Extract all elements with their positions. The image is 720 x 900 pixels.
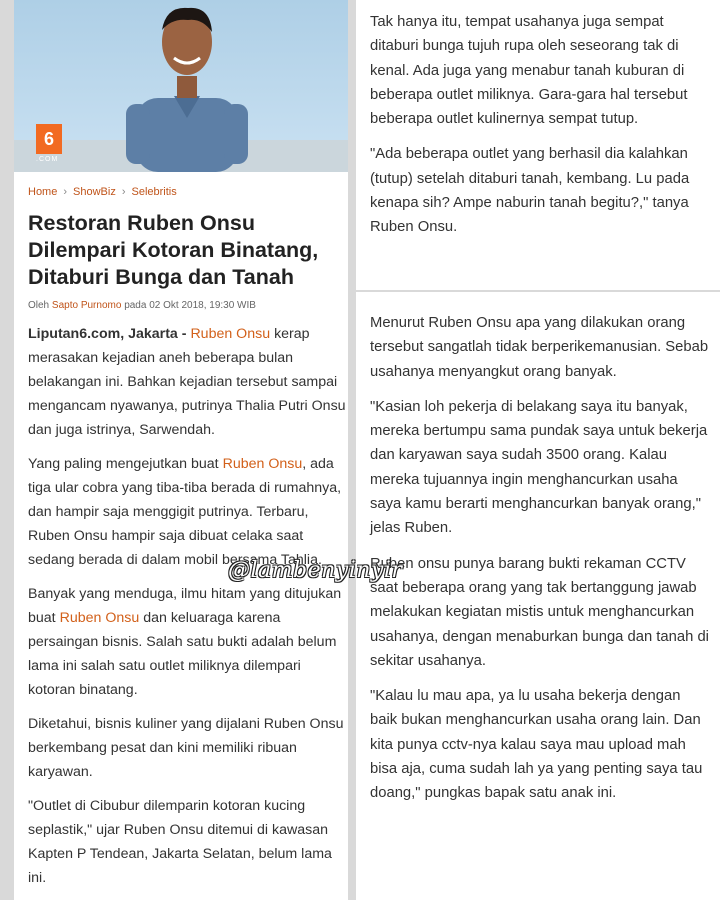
paragraph-9: "Kasian loh pekerja di belakang saya itu banyak, mereka bertumpu sama pundak saya untuk bekerja dan karyawan saya sudah 3500 orang. Kalau mereka tujuannya ingin menghancurkan usaha saya kamu berarti menghancurkan banyak orang," jelas Ruben.	[370, 398, 708, 537]
article-byline	[28, 300, 256, 311]
article-photo	[14, 0, 348, 172]
paragraph-7: "Ada beberapa outlet yang berhasil dia kalahkan (tutup) setelah ditaburi tanah, kembang. Lu pada kenapa sih? Ampe naburin tanah begitu?," tanya Ruben Onsu.	[370, 146, 690, 236]
breadcrumb-showbiz[interactable]: ShowBiz	[73, 186, 116, 198]
article-body-right-top	[370, 10, 710, 251]
paragraph-5: "Outlet di Cibubur dilemparin kotoran kucing seplastik," ujar Ruben Onsu ditemui di kawasan Kapten P Tendean, Jakarta Selatan, belum lama ini.	[28, 798, 332, 886]
breadcrumb-home[interactable]: Home	[28, 186, 58, 198]
chevron-right-icon: ›	[121, 186, 126, 198]
breadcrumb-selebritis[interactable]: Selebritis	[131, 186, 177, 198]
breadcrumb	[28, 186, 177, 198]
paragraph-11: "Kalau lu mau apa, ya lu usaha bekerja dengan baik bukan menghancurkan usaha orang lain. Dan kita punya cctv-nya kalau saya mau upload mah bisa aja, cuma sudah lah ya yang penting saya tau doang," pungkas bapak satu anak ini.	[370, 688, 703, 802]
paragraph-8: Menurut Ruben Onsu apa yang dilakukan orang tersebut sangatlah tidak berperikemanusian. Sebab usahanya menyangkut orang banyak.	[370, 315, 709, 380]
paragraph-text: kerap merasakan kejadian aneh beberapa bulan belakangan ini. Bahkan kejadian tersebut sampai mengancam nyawanya, putrinya Thalia Putri Onsu dan juga istrinya, Sarwendah.	[28, 326, 346, 438]
paragraph-text: , ada tiga ular cobra yang tiba-tiba berada di rumahnya, dan hampir saja menggigit putrinya. Terbaru, Ruben Onsu hampir saja dibuat celaka saat sedang berada di dalam mobil bersama Tahlia.	[28, 456, 342, 568]
paragraph-3	[28, 582, 346, 702]
article-body-right-bottom	[370, 311, 710, 817]
chevron-right-icon: ›	[63, 186, 68, 198]
liputan6-logo: 6	[36, 124, 62, 154]
article-right-top	[356, 0, 720, 290]
paragraph-text: Banyak yang menduga, ilmu hitam yang ditujukan buat	[28, 586, 342, 626]
article-left-column	[14, 0, 348, 900]
source-label: Liputan6.com, Jakarta -	[28, 326, 187, 342]
paragraph-4: Diketahui, bisnis kuliner yang dijalani Ruben Onsu berkembang pesat dan kini memiliki ribuan karyawan.	[28, 716, 344, 780]
author-link[interactable]: Sapto Purnomo	[51, 300, 122, 311]
paragraph-6: Tak hanya itu, tempat usahanya juga sempat ditaburi bunga tujuh rupa oleh seseorang tak di kenal. Ada juga yang menabur tanah kuburan di beberapa outlet miliknya. Gara-gara hal tersebut beberapa outlet kulinernya sempat tutup.	[370, 14, 688, 128]
liputan6-logo-suffix: .COM	[36, 156, 59, 163]
paragraph-1	[28, 322, 346, 442]
paragraph-text: dan keluaraga karena persaingan bisnis. Salah satu bukti adalah belum lama ini salah satu outlet miliknya dilempari kotoran binatang.	[28, 610, 337, 698]
paragraph-2	[28, 452, 346, 572]
person-photo	[122, 0, 252, 172]
paragraph-10: Ruben onsu punya barang bukti rekaman CCTV saat beberapa orang yang tak bertanggung jawab melakukan kegiatan mistis untuk menghancurkan usahanya, dengan menaburkan bunga dan tanah di sekitar usahanya.	[370, 555, 709, 669]
article-body-left	[28, 322, 346, 900]
ruben-onsu-link[interactable]: Ruben Onsu	[59, 610, 140, 626]
ruben-onsu-link[interactable]: Ruben Onsu	[190, 326, 271, 342]
ruben-onsu-link[interactable]: Ruben Onsu	[222, 456, 303, 472]
article-right-bottom	[356, 292, 720, 900]
paragraph-text: Yang paling mengejutkan buat	[28, 456, 219, 472]
byline-date: pada 02 Okt 2018, 19:30 WIB	[124, 300, 256, 311]
article-title: Restoran Ruben Onsu Dilempari Kotoran Binatang, Ditaburi Bunga dan Tanah	[28, 211, 319, 289]
byline-prefix: Oleh	[28, 300, 50, 311]
watermark-handle: @lambenyinyir	[228, 558, 403, 583]
